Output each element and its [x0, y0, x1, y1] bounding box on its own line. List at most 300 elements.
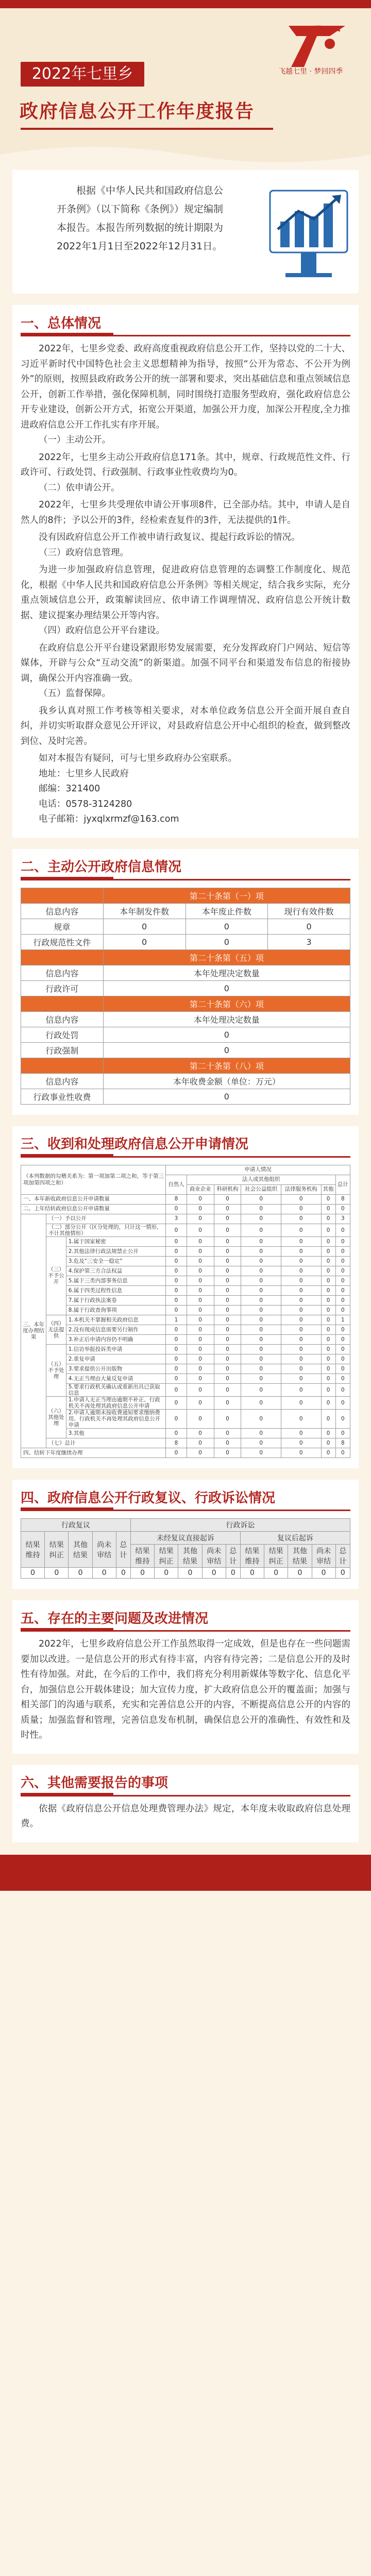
- table-cell: 8: [335, 1438, 350, 1448]
- table-cell: 0: [103, 1042, 350, 1058]
- table-header: 本年处理决定数量: [103, 1011, 350, 1027]
- table-row: [21, 1354, 350, 1364]
- row-label: 5.要求行政机关确认或重新出具已获取信息: [66, 1383, 165, 1396]
- table-cell: 0: [335, 1266, 350, 1276]
- row-label: （一）予以公开: [46, 1214, 166, 1224]
- table-cell: 0: [321, 1344, 335, 1354]
- table-header: 其他结果: [288, 1545, 312, 1568]
- table-cell: 0: [281, 1448, 321, 1458]
- row-label: 2.其他法律行政法规禁止公开: [66, 1246, 165, 1256]
- table-header: 信息内容: [21, 965, 104, 980]
- table-cell: 0: [321, 1409, 335, 1428]
- row-label: 2.申请人逾期未按收费通知要求缴纳费用、行政机关不再处理其政府信息公开申请: [66, 1409, 165, 1428]
- table-header: 其他结果: [178, 1545, 202, 1568]
- table-cell: 0: [214, 1285, 241, 1295]
- table-cell: 0: [335, 1246, 350, 1256]
- table-cell: 0: [214, 1396, 241, 1409]
- table-cell: 0: [335, 1295, 350, 1305]
- table-cell: 0: [281, 1204, 321, 1214]
- report-header: [0, 0, 371, 170]
- row-label: 2.没有现成信息需要另行制作: [66, 1325, 165, 1334]
- paragraph: 2022年，七里乡政府信息公开工作虽然取得一定成效，但是也存在一些问题需要加以改进。一是信息公开的形式有待丰富，内容有待完善；二是信息公开的及时性有待加强。对此，在今后的工作中，我们将充分利用新媒体等数字化、信息化平台，加强信息公开载体建设；加大宣传力度，扩大政府信息公开的覆盖面；加强与相关部门的沟通与联系，充实和完善信息公开的内容，不断提高信息公开的内容的质量；加强监督和管理，完善信息发布机制，确保信息公开的准确性、有效性和及时性。: [21, 1639, 350, 1741]
- group-label: 三、本年度办理结果: [21, 1214, 46, 1448]
- review-lawsuit-table: [21, 1518, 350, 1579]
- contact-address: 地址：七里乡人民政府: [39, 768, 129, 779]
- table-cell: 0: [264, 1568, 288, 1579]
- subgroup-label: （五）不予处理: [46, 1344, 66, 1396]
- table-cell: 0: [187, 1374, 214, 1383]
- table-cell: 0: [241, 1438, 281, 1448]
- table-cell: 0: [130, 1568, 154, 1579]
- row-label: 3.其他: [66, 1429, 165, 1438]
- table-cell: 0: [335, 1396, 350, 1409]
- contact-email: 电子邮箱：jyxqlxrmzf@163.com: [39, 814, 179, 824]
- active-disclosure-table: [21, 888, 350, 1105]
- table-cell: 0: [321, 1334, 335, 1344]
- table-cell: 0: [241, 1429, 281, 1438]
- table-header: 行政诉讼: [130, 1519, 350, 1532]
- table-cell: 0: [241, 1364, 281, 1374]
- table-cell: 0: [202, 1568, 226, 1579]
- table-cell: 0: [103, 919, 185, 934]
- subheading: （一）主动公开。: [39, 435, 111, 445]
- table-cell: 0: [166, 1285, 187, 1295]
- row-label: 3.补正后申请内容仍不明确: [66, 1334, 165, 1344]
- table-cell: 0: [214, 1315, 241, 1325]
- subheading: （五）监督保障。: [39, 688, 111, 699]
- table-row: [21, 1224, 350, 1236]
- table-cell: 0: [187, 1354, 214, 1364]
- top-red-bar: [0, 0, 371, 8]
- section-review-lawsuit: [12, 1480, 359, 1589]
- table-header: 尚未审结: [202, 1545, 226, 1568]
- table-cell: 0: [166, 1236, 187, 1246]
- table-cell: 行政事业性收费: [21, 1089, 104, 1104]
- table-cell: 0: [166, 1396, 187, 1409]
- table-cell: 0: [166, 1334, 187, 1344]
- table-header: 现行有效件数: [268, 903, 350, 919]
- table-cell: 0: [321, 1325, 335, 1334]
- table-cell: 0: [187, 1344, 214, 1354]
- table-cell: 0: [321, 1285, 335, 1295]
- paragraph: 如对本报告有疑问，可与七里乡政府办公室联系。: [39, 753, 237, 764]
- table-row: [21, 1344, 350, 1354]
- table-cell: 0: [166, 1204, 187, 1214]
- table-cell: 0: [187, 1325, 214, 1334]
- table-cell: 0: [187, 1256, 214, 1266]
- table-cell: 0: [241, 1409, 281, 1428]
- paragraph: 没有因政府信息公开工作被申请行政复议、提起行政诉讼的情况。: [39, 532, 300, 543]
- table-row: [21, 1568, 350, 1579]
- table-cell: 0: [241, 1194, 281, 1204]
- table-row: [21, 1438, 350, 1448]
- row-label: 1.申请人无正当理由逾期不补正、行政机关不再处理其政府信息公开申请: [66, 1396, 165, 1409]
- intro-text: 根据《中华人民共和国政府信息公开条例》（以下简称《条例》）规定编制本报告。本报告所列数据的统计期限为2022年1月1日至2022年12月31日。: [57, 185, 224, 252]
- table-cell: 0: [321, 1256, 335, 1266]
- table-header: 本年制发件数: [103, 903, 185, 919]
- table-cell: 0: [281, 1334, 321, 1344]
- table-header: 未经复议直接起诉: [130, 1532, 240, 1545]
- table-cell: 0: [187, 1438, 214, 1448]
- table-cell: 行政规范性文件: [21, 934, 104, 950]
- table-cell: 0: [166, 1383, 187, 1396]
- table-cell: 0: [241, 1276, 281, 1285]
- row-label: 一、本年新收政府信息公开申请数量: [21, 1194, 166, 1204]
- section-applications: [12, 1126, 359, 1469]
- table-cell: 0: [335, 1276, 350, 1285]
- table-cell: 0: [321, 1354, 335, 1364]
- table-cell: 0: [166, 1295, 187, 1305]
- table-cell: 0: [241, 1374, 281, 1383]
- table-corner: （本列数据的勾稽关系为：第一项加第二项之和，等于第三项加第四项之和）: [21, 1165, 166, 1194]
- table-cell: 0: [214, 1194, 241, 1204]
- table-cell: 0: [226, 1568, 240, 1579]
- paragraph: 2022年，七里乡主动公开政府信息171条。其中，规章、行政规范性文件、行政许可、行政处罚、行政强制、行政事业性收费均为0。: [21, 452, 350, 478]
- subgroup-label: （三）不予公开: [46, 1236, 66, 1315]
- table-cell: 3: [166, 1214, 187, 1224]
- table-row: [21, 1236, 350, 1246]
- table-cell: 0: [281, 1285, 321, 1295]
- table-cell: 0: [185, 934, 268, 950]
- table-header: 结果维持: [240, 1545, 264, 1568]
- table-band: 第二十条第（八）项: [103, 1058, 350, 1073]
- table-cell: 0: [321, 1315, 335, 1325]
- table-cell: 0: [335, 1334, 350, 1344]
- table-cell: 0: [335, 1429, 350, 1438]
- table-row: [21, 1295, 350, 1305]
- table-cell: 0: [214, 1325, 241, 1334]
- table-cell: 0: [21, 1568, 45, 1579]
- table-header: 法律服务机构: [281, 1184, 321, 1194]
- table-cell: 0: [214, 1204, 241, 1214]
- table-cell: 0: [321, 1295, 335, 1305]
- subheading: （二）依申请公开。: [39, 482, 120, 493]
- table-cell: 0: [166, 1354, 187, 1364]
- table-cell: 0: [214, 1364, 241, 1374]
- table-cell: 0: [166, 1256, 187, 1266]
- table-row: [21, 1448, 350, 1458]
- table-cell: 0: [166, 1246, 187, 1256]
- table-cell: 0: [187, 1204, 214, 1214]
- table-cell: 0: [281, 1383, 321, 1396]
- row-label: 6.属于四类过程性信息: [66, 1285, 165, 1295]
- row-label: 二、上年结转政府信息公开申请数量: [21, 1204, 166, 1214]
- row-label: 5.属于三类内部事务信息: [66, 1276, 165, 1285]
- table-cell: 0: [335, 1409, 350, 1428]
- table-cell: 0: [187, 1409, 214, 1428]
- table-cell: 0: [321, 1438, 335, 1448]
- table-cell: 0: [166, 1305, 187, 1315]
- table-cell: 1: [335, 1315, 350, 1325]
- table-cell: 0: [335, 1354, 350, 1364]
- table-cell: 0: [214, 1409, 241, 1428]
- table-cell: 0: [103, 1089, 350, 1104]
- table-cell: 0: [45, 1568, 69, 1579]
- table-header: 结果纠正: [155, 1545, 178, 1568]
- table-cell: 0: [281, 1429, 321, 1438]
- table-cell: 0: [281, 1295, 321, 1305]
- table-cell: 1: [166, 1315, 187, 1325]
- table-cell: 0: [281, 1344, 321, 1354]
- table-cell: 0: [187, 1364, 214, 1374]
- table-cell: 8: [166, 1438, 187, 1448]
- row-label: （二）部分公开（区分处理的，只计这一情形，不计其他情形）: [46, 1224, 166, 1236]
- table-cell: 0: [241, 1325, 281, 1334]
- table-cell: 0: [187, 1194, 214, 1204]
- table-cell: 0: [321, 1364, 335, 1374]
- table-cell: 0: [281, 1315, 321, 1325]
- table-header: 其他结果: [69, 1532, 92, 1568]
- table-cell: 0: [281, 1246, 321, 1256]
- table-cell: 0: [241, 1236, 281, 1246]
- table-cell: 0: [166, 1448, 187, 1458]
- table-cell: 0: [321, 1374, 335, 1383]
- table-cell: 0: [185, 919, 268, 934]
- table-cell: 0: [187, 1383, 214, 1396]
- table-cell: 3: [335, 1214, 350, 1224]
- table-cell: 0: [214, 1354, 241, 1364]
- table-row: [21, 1396, 350, 1409]
- table-header: 商业企业: [187, 1184, 214, 1194]
- table-cell: 0: [214, 1305, 241, 1315]
- section-active-disclosure: [12, 849, 359, 1115]
- table-cell: 0: [103, 980, 350, 996]
- table-row: [21, 1285, 350, 1295]
- table-cell: 0: [214, 1276, 241, 1285]
- table-header: 社会公益组织: [241, 1184, 281, 1194]
- table-cell: 0: [241, 1285, 281, 1295]
- row-label: 7.属于行政执法案卷: [66, 1295, 165, 1305]
- table-cell: 0: [281, 1266, 321, 1276]
- section-rule: [21, 879, 350, 880]
- table-cell: 0: [214, 1344, 241, 1354]
- year-badge: 2022年七里乡: [21, 62, 144, 87]
- table-cell: 0: [214, 1448, 241, 1458]
- table-cell: 0: [103, 934, 185, 950]
- table-header: 尚未审结: [92, 1532, 116, 1568]
- row-label: 3.要求提供公开出版物: [66, 1364, 165, 1374]
- subheading: （三）政府信息管理。: [39, 547, 129, 558]
- table-cell: 0: [166, 1374, 187, 1383]
- table-header: 自然人: [166, 1175, 187, 1194]
- table-row: [21, 1204, 350, 1214]
- table-row: [21, 1383, 350, 1396]
- paragraph: 2022年，七里乡共受理依申请公开事项8件，已全部办结。其中，申请人是自然人的8件；予以公开的3件，经检索查复件的3件，无法提供的1件。: [21, 500, 350, 526]
- table-header: 本年处理决定数量: [103, 965, 350, 980]
- header-wave-decoration: [0, 139, 371, 170]
- row-label: 8.属于行政查询事项: [66, 1305, 165, 1315]
- section-title: 三、收到和处理政府信息公开申请情况: [21, 1137, 249, 1152]
- table-cell: 0: [335, 1236, 350, 1246]
- table-cell: 0: [241, 1214, 281, 1224]
- table-cell: 0: [103, 1027, 350, 1042]
- subgroup-label: （六）其他处理: [46, 1396, 66, 1438]
- table-cell: 0: [241, 1396, 281, 1409]
- table-header: 科研机构: [214, 1184, 241, 1194]
- section-title: 六、其他需要报告的事项: [21, 1775, 168, 1791]
- table-row: [21, 1305, 350, 1315]
- table-cell: 0: [321, 1194, 335, 1204]
- table-cell: 0: [281, 1438, 321, 1448]
- table-cell: 0: [166, 1325, 187, 1334]
- table-cell: 0: [321, 1448, 335, 1458]
- row-label: 4.保护第三方合法权益: [66, 1266, 165, 1276]
- table-header: 其他: [321, 1184, 335, 1194]
- table-cell: 0: [214, 1236, 241, 1246]
- table-cell: 0: [335, 1374, 350, 1383]
- section-rule: [21, 335, 350, 336]
- table-cell: 0: [178, 1568, 202, 1579]
- header-rule: [21, 128, 273, 130]
- table-cell: 0: [187, 1305, 214, 1315]
- applications-table: [21, 1165, 350, 1459]
- section-rule: [21, 1795, 350, 1797]
- table-header: 总计: [335, 1175, 350, 1194]
- table-row: [21, 1246, 350, 1256]
- table-cell: 0: [187, 1396, 214, 1409]
- table-cell: 规章: [21, 919, 104, 934]
- section-rule: [21, 1630, 350, 1632]
- table-cell: 0: [187, 1315, 214, 1325]
- table-cell: 0: [335, 1568, 350, 1579]
- table-cell: 0: [241, 1224, 281, 1236]
- table-band: 第二十条第（五）项: [103, 950, 350, 965]
- table-cell: 0: [335, 1364, 350, 1374]
- section-title: 二、主动公开政府信息情况: [21, 859, 182, 875]
- table-cell: 0: [281, 1276, 321, 1285]
- table-cell: 3: [268, 934, 350, 950]
- growth-chart-icon: [249, 180, 363, 289]
- section-title: 五、存在的主要问题及改进情况: [21, 1611, 209, 1626]
- row-label: 3.危及“三安全一稳定”: [66, 1256, 165, 1266]
- table-cell: 0: [241, 1204, 281, 1214]
- table-cell: 0: [241, 1305, 281, 1315]
- table-cell: 0: [187, 1236, 214, 1246]
- table-cell: 0: [281, 1236, 321, 1246]
- table-cell: 0: [214, 1295, 241, 1305]
- table-cell: 0: [321, 1266, 335, 1276]
- paragraph: 我乡认真对照工作考核等相关要求，对本单位政务信息公开全面开展自查自纠，并切实听取群众意见公开评议，对县政府信息公开中心组织的检查，做到整改到位、及时完善。: [21, 705, 350, 747]
- table-row: [21, 1315, 350, 1325]
- intro-card: [12, 170, 359, 294]
- table-row: [21, 1194, 350, 1204]
- table-cell: 0: [241, 1448, 281, 1458]
- table-cell: 0: [281, 1194, 321, 1204]
- table-header: 本年废止件数: [185, 903, 268, 919]
- table-cell: 0: [214, 1438, 241, 1448]
- table-header: 法人或其他组织: [187, 1175, 335, 1184]
- table-cell: 0: [166, 1429, 187, 1438]
- table-cell: 0: [187, 1246, 214, 1256]
- table-row: [21, 1266, 350, 1276]
- table-cell: 0: [166, 1409, 187, 1428]
- subheading: （四）政府信息公开平台建设。: [39, 625, 165, 636]
- row-label: 2.重复申请: [66, 1354, 165, 1364]
- row-label: 1.本机关不掌握相关政府信息: [66, 1315, 165, 1325]
- section-rule: [21, 1156, 350, 1158]
- table-header: 结果纠正: [45, 1532, 69, 1568]
- table-cell: 0: [187, 1276, 214, 1285]
- row-label: （七）总计: [46, 1438, 166, 1448]
- table-header: 信息内容: [21, 1011, 104, 1027]
- table-cell: 0: [335, 1344, 350, 1354]
- table-cell: 0: [281, 1396, 321, 1409]
- table-cell: 行政处罚: [21, 1027, 104, 1042]
- table-header: 结果维持: [130, 1545, 154, 1568]
- table-cell: 0: [166, 1344, 187, 1354]
- table-cell: 0: [214, 1334, 241, 1344]
- table-row: [21, 1334, 350, 1344]
- table-cell: 0: [166, 1224, 187, 1236]
- table-cell: 0: [321, 1204, 335, 1214]
- table-cell: 0: [214, 1256, 241, 1266]
- subgroup-label: （四）无法提供: [46, 1315, 66, 1344]
- table-row: [21, 1214, 350, 1224]
- table-row: [21, 1256, 350, 1266]
- table-cell: 0: [240, 1568, 264, 1579]
- table-cell: 0: [214, 1224, 241, 1236]
- paragraph: 2022年，七里乡党委、政府高度重视政府信息公开工作，坚持以党的二十大、习近平新时代中国特色社会主义思想精神为指导，按照“公开为常态、不公开为例外”的原则，按照县政府政务公开的统一部署和要求，突出基础信息和重点领域信息公开，创新工作举措，强化保障机制，同时围绕打造服务型政府，强化政府信息公开专业建设，创新公开方式，拓宽公开渠道，加强公开力度，加深公开程度,全力推进政府信息公开工作扎实有序开展。: [21, 344, 350, 430]
- section-rule: [21, 1510, 350, 1511]
- table-cell: 0: [214, 1383, 241, 1396]
- table-cell: 0: [241, 1383, 281, 1396]
- row-label: 1.属于国家秘密: [66, 1236, 165, 1246]
- table-cell: 0: [281, 1364, 321, 1374]
- table-band: 第二十条第（六）项: [103, 996, 350, 1011]
- table-cell: 0: [241, 1246, 281, 1256]
- table-cell: 0: [187, 1266, 214, 1276]
- table-cell: 0: [166, 1266, 187, 1276]
- table-header: 总计: [335, 1545, 350, 1568]
- table-cell: 0: [335, 1256, 350, 1266]
- table-header: 信息内容: [21, 1073, 104, 1089]
- table-cell: 0: [312, 1568, 335, 1579]
- table-cell: 0: [335, 1305, 350, 1315]
- table-header: 信息内容: [21, 903, 104, 919]
- table-cell: 0: [321, 1224, 335, 1236]
- section-title: 一、总体情况: [21, 315, 102, 331]
- table-cell: 行政许可: [21, 980, 104, 996]
- page-title: 政府信息公开工作年度报告: [20, 101, 255, 122]
- table-band: 第二十条第（一）项: [103, 888, 350, 903]
- table-cell: 0: [268, 919, 350, 934]
- table-cell: 0: [214, 1429, 241, 1438]
- contact-postcode: 邮编：321400: [39, 784, 100, 794]
- table-cell: 0: [166, 1364, 187, 1374]
- paragraph: 为进一步加强政府信息管理，促进政府信息管理的态调整工作制度化、规范化，根据《中华人民共和国政府信息公开条例》等相关规定，结合我乡实际，充分重点领域信息公开，政策解读回应、依申请工作调理情况、政府信息公开统计数据、建议提案办理结果公开等内容。: [21, 565, 350, 621]
- table-cell: 0: [281, 1214, 321, 1224]
- table-cell: 0: [116, 1568, 130, 1579]
- table-cell: 0: [281, 1409, 321, 1428]
- table-cell: 0: [214, 1246, 241, 1256]
- table-cell: 0: [281, 1374, 321, 1383]
- table-cell: 0: [69, 1568, 92, 1579]
- table-row: [21, 1364, 350, 1374]
- paragraph: 依据《政府信息公开信息处理费管理办法》规定，本年度未收取政府信息处理费。: [21, 1803, 350, 1829]
- table-cell: 0: [241, 1266, 281, 1276]
- table-cell: 0: [281, 1354, 321, 1364]
- table-cell: 0: [241, 1354, 281, 1364]
- table-row: [21, 1409, 350, 1428]
- table-cell: 0: [321, 1214, 335, 1224]
- section-problems: [12, 1600, 359, 1754]
- table-cell: 0: [321, 1236, 335, 1246]
- table-cell: 0: [335, 1224, 350, 1236]
- table-cell: 0: [241, 1344, 281, 1354]
- table-cell: 行政强制: [21, 1042, 104, 1058]
- section-title: 四、政府信息公开行政复议、行政诉讼情况: [21, 1490, 276, 1506]
- table-cell: 0: [288, 1568, 312, 1579]
